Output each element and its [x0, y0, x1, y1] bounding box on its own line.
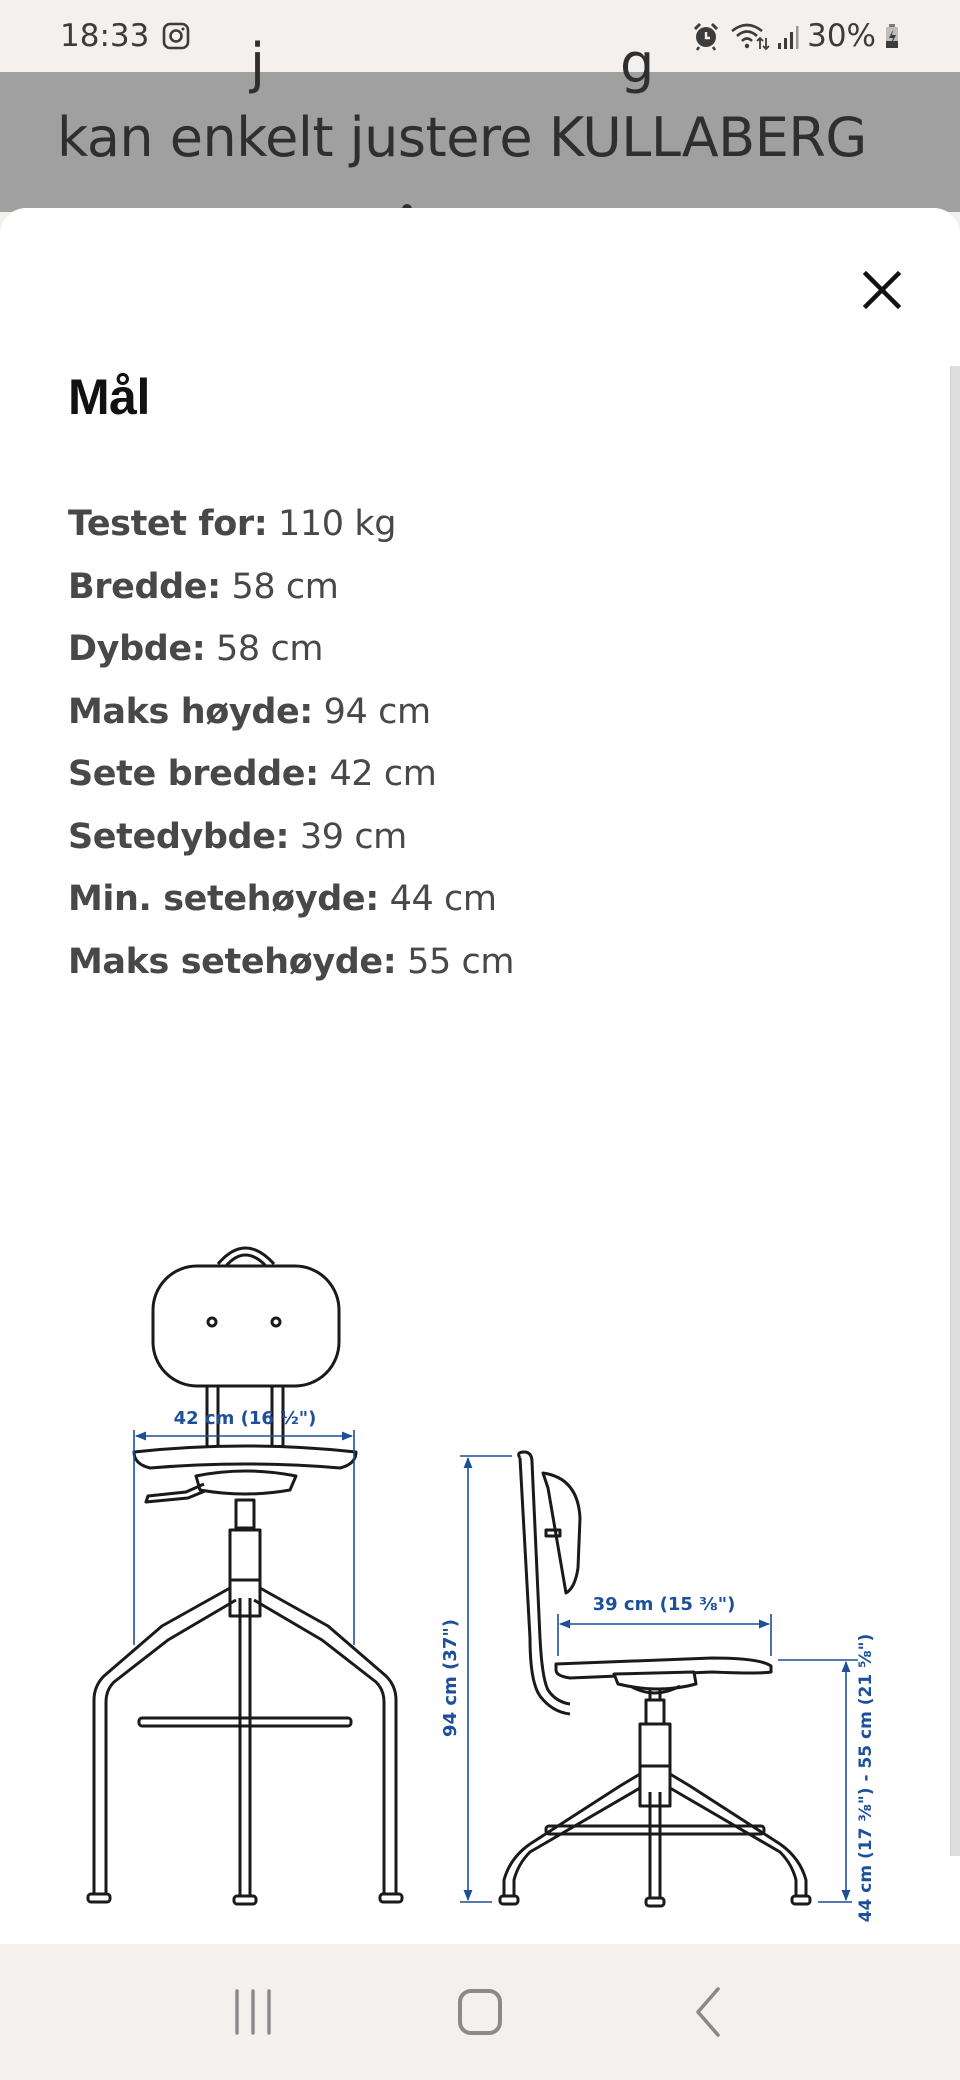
status-right — [691, 18, 900, 54]
background-text-fragment: g — [620, 32, 655, 95]
front-view-chair — [88, 1248, 402, 1904]
instagram-icon — [161, 21, 191, 51]
back-button[interactable] — [647, 1962, 767, 2062]
spec-row-seat-depth: Setedybde: 39 cm — [68, 816, 407, 857]
clock: 18:33 — [60, 18, 150, 54]
spec-row-depth: Dybde: 58 cm — [68, 629, 324, 669]
total-height-label: 94 cm (37") — [440, 1619, 461, 1737]
system-nav-bar — [0, 1944, 960, 2080]
status-left — [60, 18, 191, 54]
status-bar — [0, 0, 960, 72]
close-button[interactable] — [852, 260, 912, 320]
chair-dimension-drawing — [0, 1168, 960, 1928]
close-icon — [862, 270, 902, 310]
battery-charging-icon — [884, 21, 900, 51]
wifi-icon — [729, 21, 769, 51]
spec-row-width: Bredde: 58 cm — [68, 566, 339, 607]
alarm-icon — [691, 21, 721, 51]
spec-row-seat-width: Sete bredde: 42 cm — [68, 754, 437, 794]
battery-percent: 30% — [807, 18, 876, 54]
spec-list — [68, 493, 514, 993]
background-page-text: kan enkelt justere KULLABERG — [57, 106, 867, 169]
sheet-title: Mål — [68, 369, 150, 425]
side-height-dimension — [460, 1456, 512, 1902]
seat-depth-label: 39 cm (15 ⅜") — [592, 1594, 736, 1615]
seat-depth-dimension — [558, 1614, 771, 1656]
recents-icon — [231, 1987, 275, 2037]
dimensions-sheet — [0, 208, 960, 1944]
signal-icon — [777, 21, 799, 51]
spec-row-max-height: Maks høyde: 94 cm — [68, 691, 431, 732]
recents-button[interactable] — [193, 1962, 313, 2062]
front-width-label: 42 cm (16 ½") — [173, 1408, 317, 1429]
home-icon — [456, 1987, 504, 2037]
spec-row-max-seat-height: Maks setehøyde: 55 cm — [68, 941, 515, 982]
seat-height-label: 44 cm (17 ⅜") - 55 cm (21 ⅝") — [856, 1633, 876, 1923]
spec-row-tested-for: Testet for: 110 kg — [68, 504, 397, 544]
back-icon — [692, 1986, 722, 2038]
home-button[interactable] — [420, 1962, 540, 2062]
spec-row-min-seat-height: Min. setehøyde: 44 cm — [68, 879, 497, 919]
side-view-chair — [500, 1452, 810, 1906]
background-text-fragment: j — [250, 32, 266, 95]
